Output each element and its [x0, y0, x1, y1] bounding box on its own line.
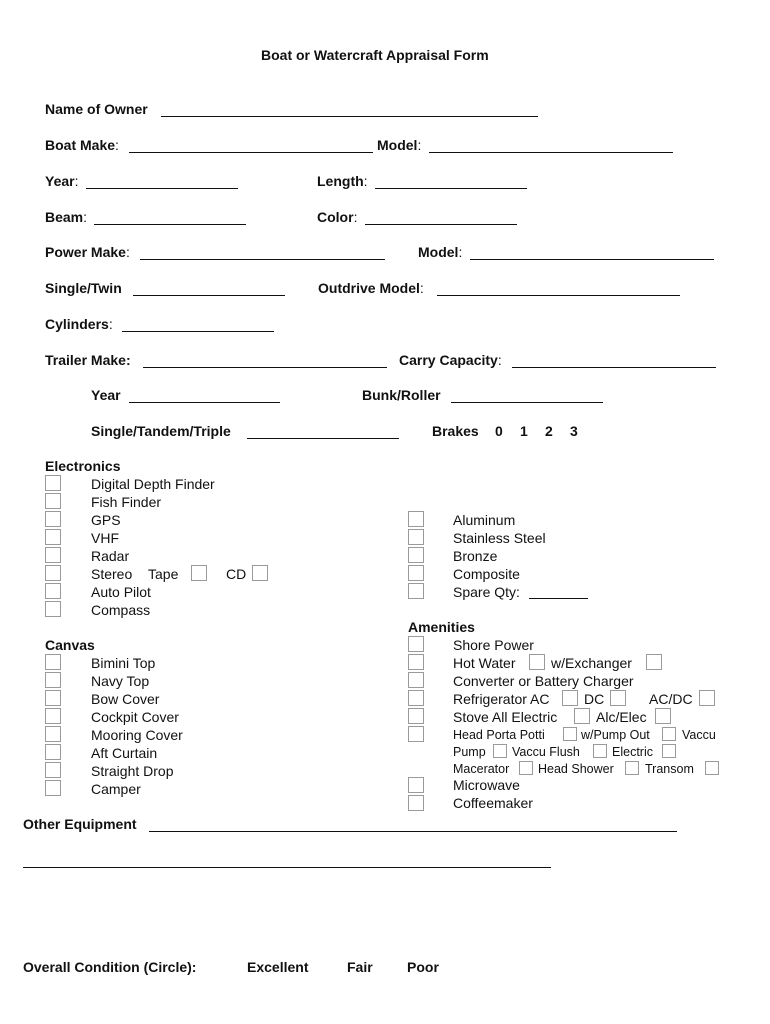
checkbox-bow-cover[interactable]: [45, 690, 61, 706]
checkbox-coffeemaker[interactable]: [408, 795, 424, 811]
vaccu-label: Vaccu: [682, 728, 716, 742]
bunk-roller-line[interactable]: [451, 402, 603, 403]
converter-label: Converter or Battery Charger: [453, 673, 634, 689]
checkbox-composite[interactable]: [408, 565, 424, 581]
condition-poor[interactable]: Poor: [407, 959, 439, 975]
trailer-year-label: Year: [91, 387, 121, 403]
condition-excellent[interactable]: Excellent: [247, 959, 309, 975]
axle-line[interactable]: [247, 438, 399, 439]
coffeemaker-label: Coffeemaker: [453, 795, 533, 811]
power-model-label: Model:: [418, 244, 463, 260]
trailer-year-line[interactable]: [129, 402, 280, 403]
canvas-heading: Canvas: [45, 637, 95, 653]
checkbox-shore-power[interactable]: [408, 636, 424, 652]
form-title: Boat or Watercraft Appraisal Form: [261, 47, 489, 63]
acdc-label: AC/DC: [649, 691, 693, 707]
dc-label: DC: [584, 691, 605, 707]
material-item: Aluminum: [453, 512, 516, 528]
stereo-cd-label: CD: [226, 566, 247, 582]
other-equipment-label: Other Equipment: [23, 816, 137, 832]
bunk-roller-label: Bunk/Roller: [362, 387, 441, 403]
trailer-make-label: Trailer Make:: [45, 352, 131, 368]
checkbox-aluminum[interactable]: [408, 511, 424, 527]
electronics-heading: Electronics: [45, 458, 121, 474]
cylinders-line[interactable]: [122, 331, 274, 332]
refrigerator-ac-label: Refrigerator AC: [453, 691, 550, 707]
checkbox-hot-water-option[interactable]: [529, 654, 545, 670]
condition-fair[interactable]: Fair: [347, 959, 373, 975]
checkbox-refrigerator[interactable]: [408, 690, 424, 706]
checkbox-refrigerator-ac[interactable]: [562, 690, 578, 706]
axle-label: Single/Tandem/Triple: [91, 423, 231, 439]
cylinders-label: Cylinders:: [45, 316, 113, 332]
outdrive-model-label: Outdrive Model:: [318, 280, 424, 296]
checkbox-mooring-cover[interactable]: [45, 726, 61, 742]
length-label: Length:: [317, 173, 368, 189]
canvas-item: Bimini Top: [91, 655, 156, 671]
checkbox-camper[interactable]: [45, 780, 61, 796]
alc-elec-label: Alc/Elec: [596, 709, 647, 725]
w-pump-out-label: w/Pump Out: [581, 728, 650, 742]
canvas-item: Cockpit Cover: [91, 709, 179, 725]
checkbox-vaccu-pump[interactable]: [493, 744, 507, 758]
checkbox-hot-water[interactable]: [408, 654, 424, 670]
checkbox-auto-pilot[interactable]: [45, 583, 61, 599]
canvas-item: Bow Cover: [91, 691, 160, 707]
spare-qty-line[interactable]: [529, 598, 588, 599]
checkbox-digital-depth-finder[interactable]: [45, 475, 61, 491]
transom-label: Transom: [645, 762, 694, 776]
checkbox-stainless-steel[interactable]: [408, 529, 424, 545]
checkbox-straight-drop[interactable]: [45, 762, 61, 778]
head-shower-label: Head Shower: [538, 762, 614, 776]
beam-label: Beam:: [45, 209, 88, 225]
checkbox-refrigerator-acdc[interactable]: [699, 690, 715, 706]
overall-condition-label: Overall Condition (Circle):: [23, 959, 197, 975]
vaccu-flush-label: Vaccu Flush: [512, 745, 580, 759]
checkbox-bronze[interactable]: [408, 547, 424, 563]
canvas-item: Aft Curtain: [91, 745, 158, 761]
material-item: Bronze: [453, 548, 498, 564]
single-twin-line[interactable]: [133, 295, 285, 296]
boat-model-line[interactable]: [429, 152, 673, 153]
w-exchanger-label: w/Exchanger: [551, 655, 632, 671]
brakes-option-1[interactable]: 1: [520, 423, 528, 439]
checkbox-radar[interactable]: [45, 547, 61, 563]
power-make-label: Power Make:: [45, 244, 130, 260]
other-equipment-line[interactable]: [149, 831, 677, 832]
material-item: Stainless Steel: [453, 530, 546, 546]
electronics-item: Fish Finder: [91, 494, 162, 510]
carry-capacity-label: Carry Capacity:: [399, 352, 502, 368]
checkbox-aft-curtain[interactable]: [45, 744, 61, 760]
canvas-item: Mooring Cover: [91, 727, 183, 743]
checkbox-vaccu-flush[interactable]: [593, 744, 607, 758]
single-twin-label: Single/Twin: [45, 280, 122, 296]
checkbox-porta-potti[interactable]: [563, 727, 577, 741]
year-line[interactable]: [86, 188, 238, 189]
material-item: Composite: [453, 566, 520, 582]
checkbox-transom[interactable]: [705, 761, 719, 775]
head-label: Head Porta Potti: [453, 728, 545, 742]
checkbox-compass[interactable]: [45, 601, 61, 617]
spare-qty-label: Spare Qty:: [453, 584, 520, 600]
outdrive-model-line[interactable]: [437, 295, 680, 296]
color-line[interactable]: [365, 224, 517, 225]
owner-line[interactable]: [161, 116, 538, 117]
electric-label: Electric: [612, 745, 653, 759]
boat-make-line[interactable]: [129, 152, 373, 153]
power-model-line[interactable]: [470, 259, 714, 260]
brakes-option-2[interactable]: 2: [545, 423, 553, 439]
electronics-item: Stereo: [91, 566, 133, 582]
electronics-item: Auto Pilot: [91, 584, 151, 600]
checkbox-gps[interactable]: [45, 511, 61, 527]
stove-label: Stove All Electric: [453, 709, 558, 725]
shore-power-label: Shore Power: [453, 637, 534, 653]
canvas-item: Camper: [91, 781, 141, 797]
boat-make-label: Boat Make:: [45, 137, 119, 153]
checkbox-converter[interactable]: [408, 672, 424, 688]
checkbox-cockpit-cover[interactable]: [45, 708, 61, 724]
electronics-item: GPS: [91, 512, 121, 528]
macerator-label: Macerator: [453, 762, 510, 776]
canvas-item: Navy Top: [91, 673, 150, 689]
checkbox-stereo[interactable]: [45, 565, 61, 581]
checkbox-electric[interactable]: [662, 744, 676, 758]
amenities-heading: Amenities: [408, 619, 475, 635]
electronics-item: VHF: [91, 530, 119, 546]
electronics-item: Digital Depth Finder: [91, 476, 215, 492]
checkbox-w-pump-out[interactable]: [662, 727, 676, 741]
checkbox-microwave[interactable]: [408, 777, 424, 793]
other-equipment-line-2[interactable]: [23, 867, 551, 868]
canvas-item: Straight Drop: [91, 763, 174, 779]
year-label: Year:: [45, 173, 79, 189]
checkbox-fish-finder[interactable]: [45, 493, 61, 509]
electronics-item: Radar: [91, 548, 130, 564]
checkbox-refrigerator-dc[interactable]: [610, 690, 626, 706]
checkbox-tape[interactable]: [191, 565, 207, 581]
checkbox-head[interactable]: [408, 726, 424, 742]
electronics-item: Compass: [91, 602, 151, 618]
brakes-option-0[interactable]: 0: [495, 423, 503, 439]
stereo-tape-label: Tape: [148, 566, 179, 582]
pump-label: Pump: [453, 745, 486, 759]
checkbox-bimini-top[interactable]: [45, 654, 61, 670]
checkbox-vhf[interactable]: [45, 529, 61, 545]
beam-line[interactable]: [94, 224, 246, 225]
boat-model-label: Model:: [377, 137, 422, 153]
power-make-line[interactable]: [140, 259, 385, 260]
brakes-option-3[interactable]: 3: [570, 423, 578, 439]
brakes-label: Brakes: [432, 423, 479, 439]
checkbox-stove[interactable]: [408, 708, 424, 724]
checkbox-cd[interactable]: [252, 565, 268, 581]
checkbox-macerator[interactable]: [519, 761, 533, 775]
length-line[interactable]: [375, 188, 527, 189]
checkbox-stove-all-electric[interactable]: [574, 708, 590, 724]
checkbox-navy-top[interactable]: [45, 672, 61, 688]
carry-capacity-line[interactable]: [512, 367, 716, 368]
checkbox-w-exchanger[interactable]: [646, 654, 662, 670]
checkbox-stove-alc-elec[interactable]: [655, 708, 671, 724]
hot-water-label: Hot Water: [453, 655, 516, 671]
checkbox-spare[interactable]: [408, 583, 424, 599]
owner-label: Name of Owner: [45, 101, 148, 117]
color-label: Color:: [317, 209, 358, 225]
microwave-label: Microwave: [453, 777, 520, 793]
trailer-make-line[interactable]: [143, 367, 387, 368]
checkbox-head-shower[interactable]: [625, 761, 639, 775]
